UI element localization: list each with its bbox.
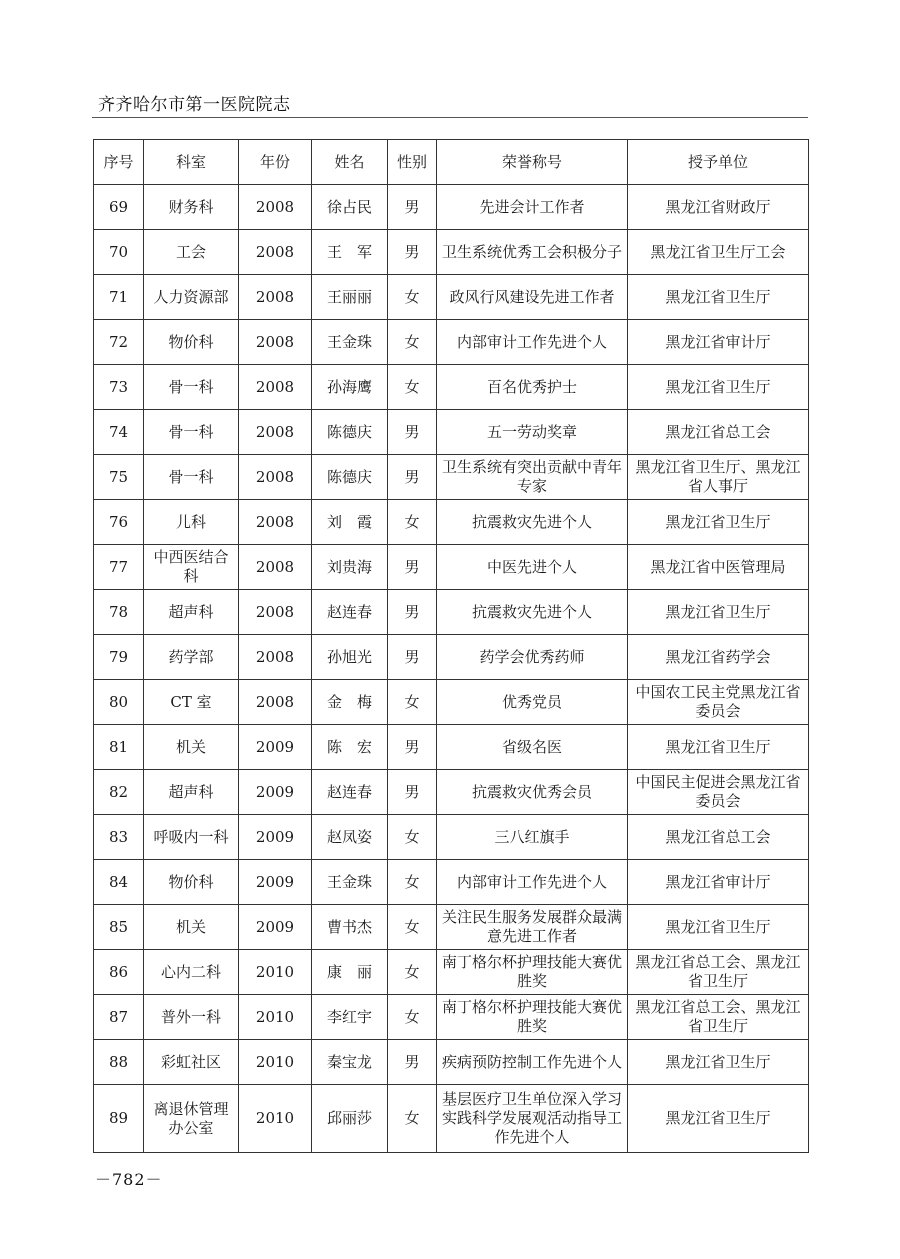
cell-year: 2008 xyxy=(239,365,312,410)
cell-year: 2010 xyxy=(239,995,312,1040)
column-header-awarding-unit: 授予单位 xyxy=(628,140,809,185)
cell-department: 彩虹社区 xyxy=(144,1040,239,1085)
cell-name: 王金珠 xyxy=(312,320,388,365)
cell-department: 呼吸内一科 xyxy=(144,815,239,860)
cell-department: 儿科 xyxy=(144,500,239,545)
cell-seq: 79 xyxy=(94,635,144,680)
cell-honor-title: 卫生系统优秀工会积极分子 xyxy=(437,230,628,275)
cell-gender: 女 xyxy=(388,1085,437,1153)
cell-honor-title: 省级名医 xyxy=(437,725,628,770)
cell-seq: 69 xyxy=(94,185,144,230)
cell-honor-title: 政风行风建设先进工作者 xyxy=(437,275,628,320)
table-row xyxy=(94,1085,809,1153)
cell-honor-title: 南丁格尔杯护理技能大赛优胜奖 xyxy=(437,995,628,1040)
cell-honor-title: 抗震救灾先进个人 xyxy=(437,590,628,635)
cell-seq: 82 xyxy=(94,770,144,815)
cell-awarding-unit: 黑龙江省卫生厅、黑龙江省人事厅 xyxy=(628,455,809,500)
cell-honor-title: 内部审计工作先进个人 xyxy=(437,860,628,905)
cell-name: 王 军 xyxy=(312,230,388,275)
cell-gender: 女 xyxy=(388,500,437,545)
cell-gender: 男 xyxy=(388,1040,437,1085)
cell-name: 曹书杰 xyxy=(312,905,388,950)
cell-department: 工会 xyxy=(144,230,239,275)
cell-name: 赵连春 xyxy=(312,770,388,815)
cell-gender: 男 xyxy=(388,185,437,230)
cell-awarding-unit: 黑龙江省药学会 xyxy=(628,635,809,680)
column-header-gender: 性别 xyxy=(388,140,437,185)
page-number: －782－ xyxy=(95,1170,163,1189)
cell-gender: 女 xyxy=(388,995,437,1040)
cell-year: 2009 xyxy=(239,725,312,770)
cell-gender: 男 xyxy=(388,725,437,770)
cell-seq: 89 xyxy=(94,1085,144,1153)
cell-seq: 83 xyxy=(94,815,144,860)
cell-name: 孙海鹰 xyxy=(312,365,388,410)
honors-table xyxy=(93,139,809,1153)
cell-name: 陈德庆 xyxy=(312,410,388,455)
cell-awarding-unit: 黑龙江省总工会、黑龙江省卫生厅 xyxy=(628,995,809,1040)
cell-name: 金 梅 xyxy=(312,680,388,725)
cell-gender: 女 xyxy=(388,905,437,950)
table-row xyxy=(94,950,809,995)
table-row xyxy=(94,770,809,815)
cell-awarding-unit: 黑龙江省卫生厅 xyxy=(628,590,809,635)
cell-department: 超声科 xyxy=(144,770,239,815)
cell-name: 李红宇 xyxy=(312,995,388,1040)
cell-gender: 男 xyxy=(388,635,437,680)
cell-year: 2008 xyxy=(239,230,312,275)
cell-awarding-unit: 黑龙江省审计厅 xyxy=(628,860,809,905)
cell-department: 普外一科 xyxy=(144,995,239,1040)
cell-seq: 87 xyxy=(94,995,144,1040)
cell-honor-title: 百名优秀护士 xyxy=(437,365,628,410)
cell-awarding-unit: 黑龙江省卫生厅 xyxy=(628,275,809,320)
cell-name: 陈德庆 xyxy=(312,455,388,500)
cell-department: 中西医结合科 xyxy=(144,545,239,590)
cell-year: 2010 xyxy=(239,1040,312,1085)
cell-seq: 84 xyxy=(94,860,144,905)
cell-seq: 74 xyxy=(94,410,144,455)
cell-seq: 81 xyxy=(94,725,144,770)
cell-awarding-unit: 黑龙江省卫生厅 xyxy=(628,500,809,545)
cell-name: 赵连春 xyxy=(312,590,388,635)
cell-awarding-unit: 黑龙江省卫生厅 xyxy=(628,1085,809,1153)
cell-year: 2009 xyxy=(239,860,312,905)
cell-year: 2008 xyxy=(239,320,312,365)
cell-year: 2008 xyxy=(239,455,312,500)
cell-awarding-unit: 黑龙江省卫生厅 xyxy=(628,365,809,410)
cell-year: 2008 xyxy=(239,185,312,230)
cell-gender: 女 xyxy=(388,275,437,320)
table-row xyxy=(94,410,809,455)
cell-honor-title: 五一劳动奖章 xyxy=(437,410,628,455)
cell-honor-title: 抗震救灾先进个人 xyxy=(437,500,628,545)
column-header-honor-title: 荣誉称号 xyxy=(437,140,628,185)
cell-awarding-unit: 黑龙江省总工会 xyxy=(628,410,809,455)
cell-name: 王金珠 xyxy=(312,860,388,905)
cell-honor-title: 内部审计工作先进个人 xyxy=(437,320,628,365)
table-row xyxy=(94,815,809,860)
cell-gender: 女 xyxy=(388,320,437,365)
cell-honor-title: 中医先进个人 xyxy=(437,545,628,590)
running-header-title: 齐齐哈尔市第一医院院志 xyxy=(98,95,291,115)
cell-awarding-unit: 中国农工民主党黑龙江省委员会 xyxy=(628,680,809,725)
cell-awarding-unit: 黑龙江省卫生厅工会 xyxy=(628,230,809,275)
table-row xyxy=(94,185,809,230)
cell-seq: 76 xyxy=(94,500,144,545)
cell-seq: 71 xyxy=(94,275,144,320)
column-header-department: 科室 xyxy=(144,140,239,185)
cell-department: 机关 xyxy=(144,725,239,770)
cell-seq: 86 xyxy=(94,950,144,995)
cell-gender: 女 xyxy=(388,860,437,905)
cell-department: 心内二科 xyxy=(144,950,239,995)
cell-honor-title: 卫生系统有突出贡献中青年专家 xyxy=(437,455,628,500)
cell-department: 财务科 xyxy=(144,185,239,230)
cell-name: 孙旭光 xyxy=(312,635,388,680)
cell-seq: 85 xyxy=(94,905,144,950)
cell-seq: 73 xyxy=(94,365,144,410)
cell-seq: 77 xyxy=(94,545,144,590)
cell-awarding-unit: 黑龙江省总工会、黑龙江省卫生厅 xyxy=(628,950,809,995)
cell-year: 2010 xyxy=(239,950,312,995)
cell-honor-title: 先进会计工作者 xyxy=(437,185,628,230)
cell-honor-title: 药学会优秀药师 xyxy=(437,635,628,680)
cell-year: 2008 xyxy=(239,545,312,590)
cell-awarding-unit: 黑龙江省卫生厅 xyxy=(628,725,809,770)
cell-seq: 88 xyxy=(94,1040,144,1085)
column-header-seq: 序号 xyxy=(94,140,144,185)
cell-department: 药学部 xyxy=(144,635,239,680)
cell-awarding-unit: 黑龙江省卫生厅 xyxy=(628,1040,809,1085)
cell-year: 2008 xyxy=(239,275,312,320)
table-row xyxy=(94,455,809,500)
cell-year: 2008 xyxy=(239,680,312,725)
cell-name: 王丽丽 xyxy=(312,275,388,320)
cell-honor-title: 疾病预防控制工作先进个人 xyxy=(437,1040,628,1085)
table-row xyxy=(94,635,809,680)
cell-gender: 男 xyxy=(388,590,437,635)
cell-year: 2008 xyxy=(239,590,312,635)
column-header-name: 姓名 xyxy=(312,140,388,185)
cell-name: 秦宝龙 xyxy=(312,1040,388,1085)
table-row xyxy=(94,275,809,320)
cell-awarding-unit: 黑龙江省审计厅 xyxy=(628,320,809,365)
cell-honor-title: 南丁格尔杯护理技能大赛优胜奖 xyxy=(437,950,628,995)
cell-department: 骨一科 xyxy=(144,455,239,500)
cell-department: CT 室 xyxy=(144,680,239,725)
cell-seq: 72 xyxy=(94,320,144,365)
cell-seq: 78 xyxy=(94,590,144,635)
table-row xyxy=(94,590,809,635)
cell-awarding-unit: 黑龙江省卫生厅 xyxy=(628,905,809,950)
cell-awarding-unit: 黑龙江省总工会 xyxy=(628,815,809,860)
cell-department: 人力资源部 xyxy=(144,275,239,320)
cell-honor-title: 优秀党员 xyxy=(437,680,628,725)
cell-department: 物价科 xyxy=(144,860,239,905)
table-row xyxy=(94,320,809,365)
cell-seq: 75 xyxy=(94,455,144,500)
cell-gender: 男 xyxy=(388,545,437,590)
cell-gender: 女 xyxy=(388,950,437,995)
cell-name: 徐占民 xyxy=(312,185,388,230)
cell-seq: 80 xyxy=(94,680,144,725)
cell-year: 2009 xyxy=(239,815,312,860)
cell-department: 骨一科 xyxy=(144,365,239,410)
header-divider xyxy=(92,117,808,118)
table-row xyxy=(94,365,809,410)
table-header-row xyxy=(94,140,809,185)
table-row xyxy=(94,545,809,590)
cell-gender: 男 xyxy=(388,770,437,815)
cell-gender: 女 xyxy=(388,680,437,725)
cell-name: 刘贵海 xyxy=(312,545,388,590)
cell-gender: 男 xyxy=(388,230,437,275)
table-row xyxy=(94,680,809,725)
cell-name: 刘 霞 xyxy=(312,500,388,545)
cell-gender: 女 xyxy=(388,815,437,860)
table-row xyxy=(94,905,809,950)
cell-year: 2009 xyxy=(239,770,312,815)
cell-department: 机关 xyxy=(144,905,239,950)
cell-awarding-unit: 黑龙江省中医管理局 xyxy=(628,545,809,590)
column-header-year: 年份 xyxy=(239,140,312,185)
table-row xyxy=(94,500,809,545)
cell-year: 2009 xyxy=(239,905,312,950)
cell-department: 物价科 xyxy=(144,320,239,365)
cell-year: 2008 xyxy=(239,635,312,680)
cell-department: 超声科 xyxy=(144,590,239,635)
cell-name: 邱丽莎 xyxy=(312,1085,388,1153)
cell-gender: 女 xyxy=(388,365,437,410)
cell-awarding-unit: 黑龙江省财政厅 xyxy=(628,185,809,230)
table-row xyxy=(94,860,809,905)
cell-awarding-unit: 中国民主促进会黑龙江省委员会 xyxy=(628,770,809,815)
table-row xyxy=(94,725,809,770)
cell-department: 骨一科 xyxy=(144,410,239,455)
table-row xyxy=(94,1040,809,1085)
table-row xyxy=(94,230,809,275)
cell-year: 2008 xyxy=(239,410,312,455)
cell-honor-title: 关注民生服务发展群众最满意先进工作者 xyxy=(437,905,628,950)
cell-honor-title: 抗震救灾优秀会员 xyxy=(437,770,628,815)
cell-name: 陈 宏 xyxy=(312,725,388,770)
cell-department: 离退休管理办公室 xyxy=(144,1085,239,1153)
cell-name: 康 丽 xyxy=(312,950,388,995)
cell-seq: 70 xyxy=(94,230,144,275)
cell-year: 2010 xyxy=(239,1085,312,1153)
cell-gender: 男 xyxy=(388,455,437,500)
cell-gender: 男 xyxy=(388,410,437,455)
cell-honor-title: 三八红旗手 xyxy=(437,815,628,860)
cell-honor-title: 基层医疗卫生单位深入学习实践科学发展观活动指导工作先进个人 xyxy=(437,1085,628,1153)
table-row xyxy=(94,995,809,1040)
cell-year: 2008 xyxy=(239,500,312,545)
cell-name: 赵凤姿 xyxy=(312,815,388,860)
